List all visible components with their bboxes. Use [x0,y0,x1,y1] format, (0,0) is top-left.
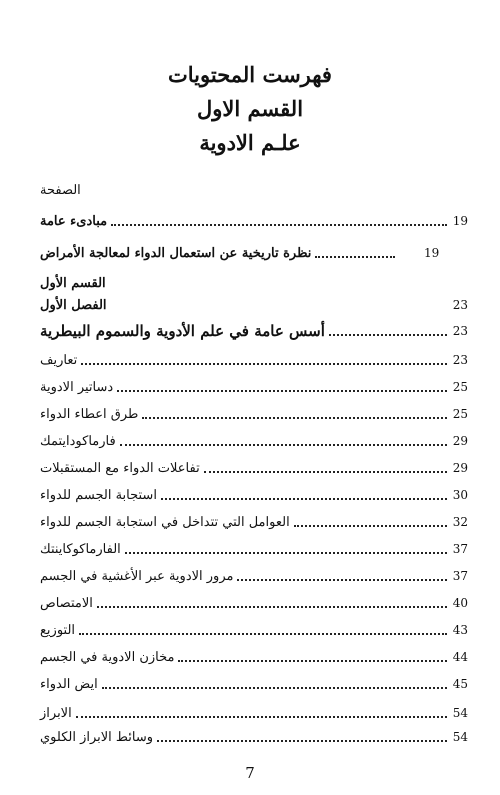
toc-heading [0,58,500,160]
toc-entry-title: القسم الأول [40,275,106,291]
toc-entry [36,294,468,316]
page-column-label: الصفحة [40,183,81,198]
toc-entry-page: 23 [452,353,468,367]
toc-entry-title: ايض الدواء [40,676,98,692]
page-number: 7 [245,764,255,782]
leader-dots [329,326,447,336]
toc-entry-title: الابراز [40,705,72,721]
toc-entry-page: 32 [452,515,468,529]
leader-dots [294,517,447,527]
toc-entry-page: 54 [452,706,468,720]
toc-entry-title: نظرة تاريخية عن استعمال الدواء لمعالجة الأمراض [40,245,312,261]
toc-entry [36,457,468,479]
toc-entry-page: 54 [452,730,468,744]
toc-entry-title: التوزيع [40,622,76,638]
leader-dots [125,544,447,554]
toc-entry-title: الامتصاص [40,595,93,611]
toc-entry-title: تفاعلات الدواء مع المستقبلات [40,460,200,476]
toc-entry-page: 44 [452,650,468,664]
toc-entry-page: 29 [452,461,468,475]
toc-entry [36,210,468,232]
toc-entry-title: وسائط الابراز الكلوي [40,729,154,745]
toc-entry-title: دساتير الادوية [40,379,114,395]
toc-entry [36,320,468,342]
leader-dots [97,598,447,608]
toc-entry [36,565,468,587]
toc-entry-title: طرق اعطاء الدواء [40,406,139,422]
toc-entry-page: 19 [424,246,440,260]
toc-entry [36,726,468,748]
toc-entry [36,702,468,724]
leader-dots [120,436,447,446]
toc-entry-title: الفارماكوكاينتك [40,541,121,557]
leader-dots [142,409,446,419]
toc-entry-title: تعاريف [40,352,78,368]
toc-entry [36,484,468,506]
toc-entry [36,646,468,668]
toc-entry [36,538,468,560]
title-subject: علـم الادوية [199,130,301,155]
leader-dots [110,279,462,287]
leader-dots [157,732,447,742]
leader-dots [161,490,447,500]
toc-entry [36,511,468,533]
leader-dots [117,382,447,392]
toc-entry [36,349,468,371]
toc-entry [36,592,468,614]
leader-dots [102,679,447,689]
leader-dots [79,625,447,635]
toc-entry-title: مخازن الادوية في الجسم [40,649,175,665]
toc-entry-page: 40 [452,596,468,610]
toc-entry-page: 25 [452,380,468,394]
title-contents: فهرست المحتويات [168,62,332,87]
leader-dots [81,355,447,365]
toc-entry [36,619,468,641]
toc-entry-title: مبادىء عامة [40,213,108,229]
toc-entry-title: أسس عامة في علم الأدوية والسموم البيطرية [40,322,325,340]
toc-entry-page: 23 [452,298,468,312]
toc-entry-page: 19 [452,214,468,228]
toc-entry [36,673,468,695]
toc-entry-page: 37 [452,569,468,583]
leader-dots [204,463,447,473]
toc-entry-page: 29 [452,434,468,448]
leader-dots [111,301,447,309]
toc-entry-title: العوامل التي تتداخل في استجابة الجسم للدواء [40,514,290,530]
toc-entry [36,376,468,398]
leader-dots [178,652,446,662]
leader-dots [315,248,395,258]
toc-entry [36,430,468,452]
leader-dots [237,571,446,581]
toc-entry-title: مرور الادوية عبر الأغشية في الجسم [40,568,234,584]
toc-entry [36,272,468,294]
toc-entry-page: 45 [452,677,468,691]
toc-entry-title: الفصل الأول [40,297,107,313]
toc-entry-title: استجابة الجسم للدواء [40,487,157,503]
leader-dots [76,708,447,718]
toc-entry-page: 25 [452,407,468,421]
toc-entry-page: 30 [452,488,468,502]
leader-dots [111,216,447,226]
toc-entry [36,403,468,425]
toc-entry [36,242,468,264]
title-section: القسم الاول [196,96,304,121]
toc-entry-page: 37 [452,542,468,556]
toc-entry-page: 43 [452,623,468,637]
toc-entry-page: 23 [452,324,468,338]
toc-entry-title: فارماكودايتمك [40,433,116,449]
